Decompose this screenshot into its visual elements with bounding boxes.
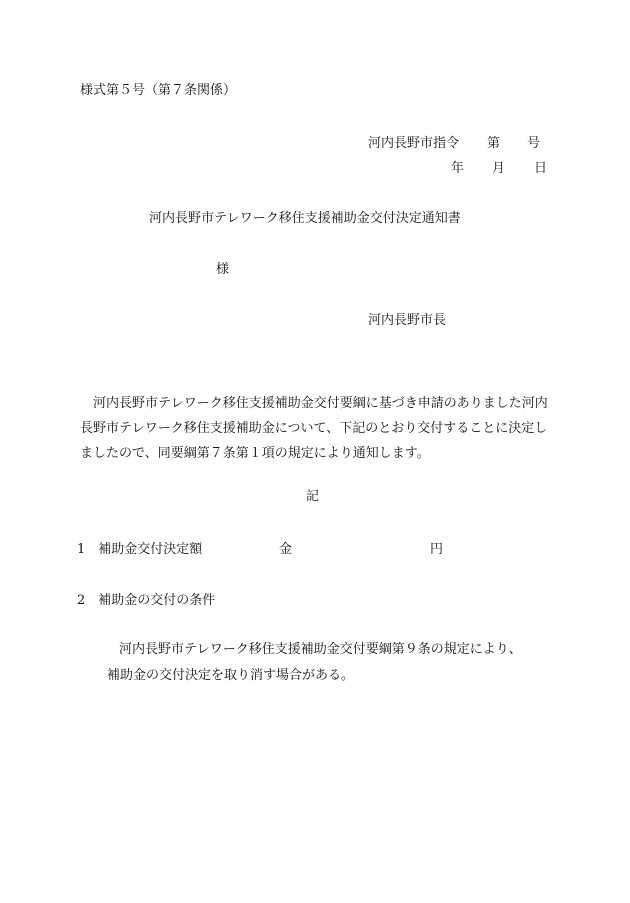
document-title: 河内長野市テレワーク移住支援補助金交付決定通知書 (149, 211, 461, 226)
item-1-label: 補助金交付決定額 (98, 542, 203, 557)
item-1 (77, 543, 202, 556)
recipient-suffix: 様 (216, 262, 230, 277)
form-number: 様式第５号（第７条関係） (80, 83, 237, 98)
item-2 (77, 594, 215, 607)
item-1-number: 1 (77, 542, 86, 557)
item-1-amount-prefix: 金 (279, 542, 293, 557)
reference-go: 号 (527, 136, 541, 151)
condition-line-2: 補助金の交付決定を取り消す場合がある。 (107, 668, 355, 683)
date-day: 日 (534, 161, 548, 176)
reference-number (368, 137, 540, 150)
item-1-amount-suffix: 円 (430, 542, 444, 557)
issue-date (451, 162, 547, 175)
item-2-label: 補助金の交付の条件 (98, 593, 216, 608)
item-2-number: 2 (77, 593, 86, 608)
ki-heading: 記 (306, 489, 320, 504)
issuer-name: 河内長野市長 (368, 313, 447, 328)
date-year: 年 (451, 161, 465, 176)
body-paragraph: 河内長野市テレワーク移住支援補助金交付要綱に基づき申請のありました河内長野市テレワーク移住支援補助金について、下記のとおり交付することに決定しましたので、同要綱第７条第１項の規定により通知します。 (80, 396, 548, 461)
reference-dai: 第 (487, 136, 501, 151)
condition-line-1: 河内長野市テレワーク移住支援補助金交付要綱第９条の規定により、 (119, 642, 522, 657)
reference-issuer-prefix: 河内長野市指令 (368, 136, 460, 151)
date-month: 月 (492, 161, 506, 176)
